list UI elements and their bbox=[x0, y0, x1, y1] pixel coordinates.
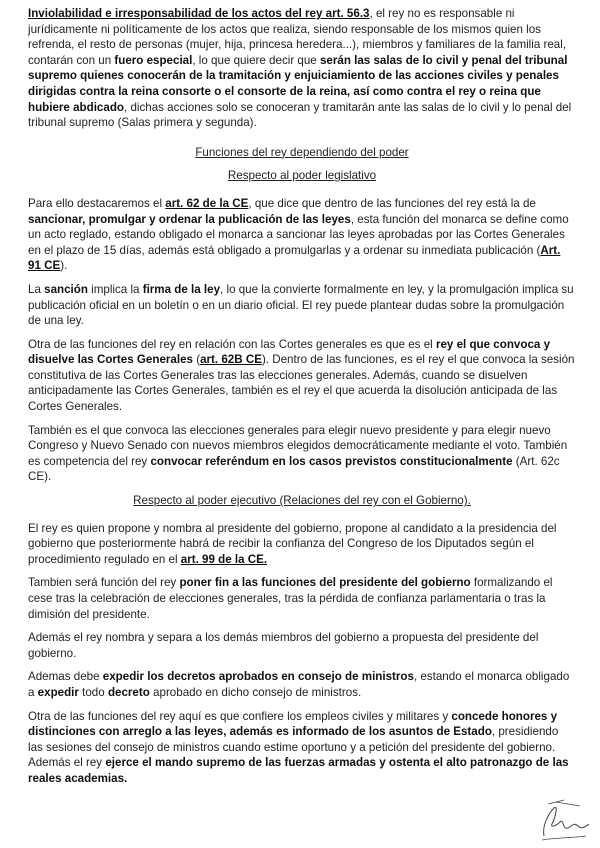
legislativo-heading: Respecto al poder legislativo bbox=[227, 169, 377, 183]
ejecutivo-paragraph-4: Ademas debe expedir los decretos aprobados en consejo de ministros, estando el monarca obligado a expedir todo decreto aprobado en dicho consejo de ministros. bbox=[28, 670, 570, 699]
ejecutivo-paragraph-1: El rey es quien propone y nombra al presidente del gobierno, propone al candidato a la presidencia del gobierno que posteriormente habrá de recibir la confianza del Congreso de los Diputados según el procedimiento regulado en el art. 99 de la CE. bbox=[28, 521, 557, 566]
ejecutivo-paragraph-5: Otra de las funciones del rey aquí es que confiere los empleos civiles y militares y concede honores y distinciones con arreglo a las leyes, además es informado de los asuntos de Estado, presidiendo las sesiones del consejo de ministros cuando estime oportuno y a petición del presidente del gobierno. Además el rey ejerce el mando supremo de las fuerzas armadas y ostenta el alto patronazgo de las reales academias. bbox=[28, 709, 569, 785]
legislativo-paragraph-2: La sanción implica la firma de la ley, lo que la convierte formalmente en ley, y la promulgación implica su publicación oficial en un boletín o en un diario oficial. El rey puede plantear dudas sobre la promulgación de una ley. bbox=[28, 282, 574, 328]
intro-title: Inviolabilidad e irresponsabilidad de los actos del rey art. 56.3 bbox=[28, 7, 370, 20]
document-page bbox=[28, 6, 576, 795]
legislativo-paragraph-3: Otra de las funciones del rey en relación con las Cortes generales es que es el rey el que convoca y disuelve las Cortes Generales (art. 62B CE). Dentro de las funciones, es el rey el que convoca la sesión constitutiva de las Cortes Generales tras las elecciones generales. Además, cuando se disuelven anticipadamente las Cortes Generales, también es el rey el que acuerda la disolución anticipada de las Cortes Generales. bbox=[28, 337, 575, 414]
section-title: Funciones del rey dependiendo del poder bbox=[195, 145, 409, 159]
signature-icon bbox=[534, 796, 592, 842]
intro-paragraph: Inviolabilidad e irresponsabilidad de los actos del rey art. 56.3, el rey no es responsable ni jurídicamente ni políticamente de los actos que realiza, siendo responsable de los mismos quien los refrenda, el resto de personas (mujer, hija, princesa heredera...), miembros y familiares de la familia real, contarán con un fuero especial, lo que quiere decir que serán las salas de lo civil y penal del tribunal supremo quienes conocerán de la tramitación y enjuiciamiento de las acciones civiles y penales dirigidas contra la reina consorte o el consorte de la reina, así como contra el rey o reina que hubiere abdicado, dichas acciones solo se conoceran y tramitarán ante las salas de lo civil y lo penal del tribunal supremo (Salas primera y segunda). bbox=[28, 7, 572, 130]
legislativo-paragraph-1: Para ello destacaremos el art. 62 de la CE, que dice que dentro de las funciones del rey está la de sancionar, promulgar y ordenar la publicación de las leyes, esta función del monarca se define como un acto reglado, estando obligado el monarca a sancionar las leyes aprobadas por las Cortes Generales en el plazo de 15 días, además está obligado a promulgarlas y a ordenar su inmediata publicación (Art. 91 CE). bbox=[28, 196, 569, 273]
legislativo-paragraph-4: También es el que convoca las elecciones generales para elegir nuevo presidente y para elegir nuevo Congreso y Nuevo Senado con nuevos miembros elegidos democráticamente mediante el voto. También es competencia del rey convocar referéndum en los casos previstos constitucionalmente (Art. 62c CE). bbox=[28, 423, 568, 484]
ejecutivo-paragraph-3: Además el rey nombra y separa a los demás miembros del gobierno a propuesta del presidente del gobierno. bbox=[28, 631, 539, 660]
ejecutivo-heading: Respecto al poder ejecutivo (Relaciones del rey con el Gobierno). bbox=[133, 494, 471, 508]
ejecutivo-paragraph-2: Tambien será función del rey poner fin a las funciones del presidente del gobierno formalizando el cese tras la celebración de elecciones generales, tras la pérdida de confianza parlamentaria o tras la dimisión del presidente. bbox=[28, 576, 553, 621]
